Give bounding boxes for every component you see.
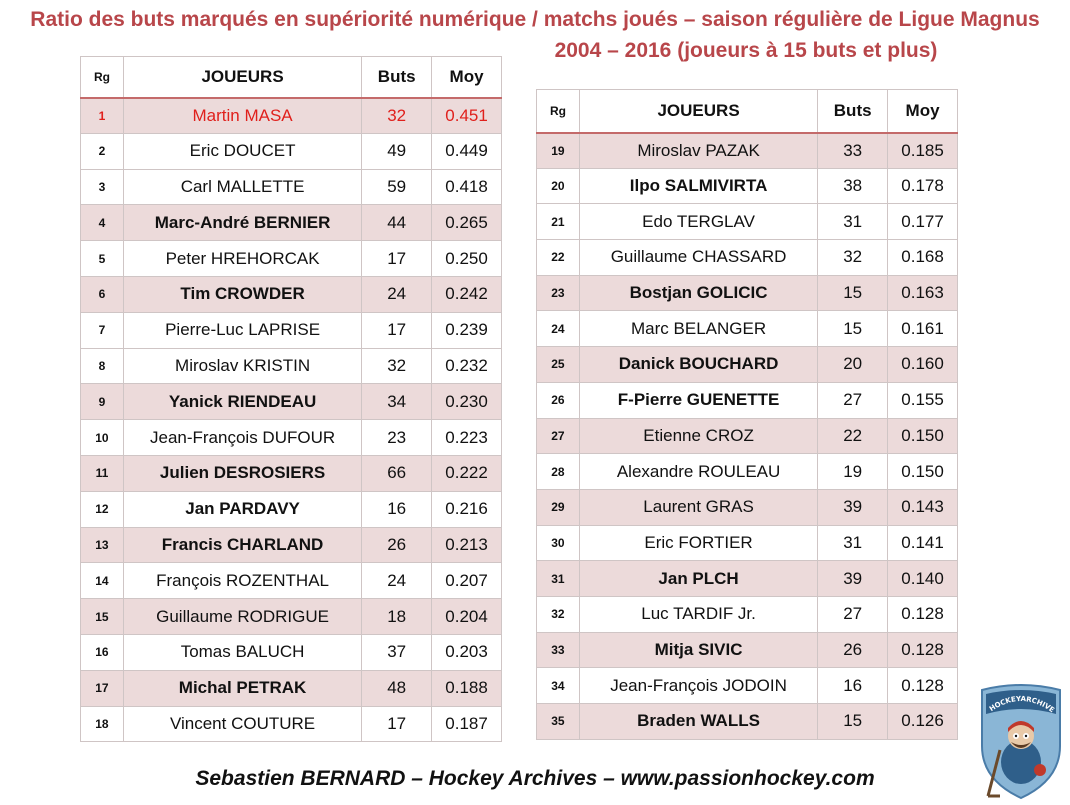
avg-cell: 0.178 bbox=[888, 168, 958, 204]
table-row bbox=[81, 384, 502, 420]
avg-cell: 0.143 bbox=[888, 489, 958, 525]
goals-cell: 48 bbox=[362, 670, 432, 706]
table-row bbox=[537, 275, 958, 311]
table-row bbox=[81, 706, 502, 742]
rank-cell: 3 bbox=[81, 169, 124, 205]
rank-cell: 11 bbox=[81, 455, 124, 491]
table-row bbox=[537, 632, 958, 668]
avg-cell: 0.203 bbox=[432, 634, 502, 670]
rank-cell: 8 bbox=[81, 348, 124, 384]
player-name: Marc BELANGER bbox=[579, 311, 817, 347]
table-header bbox=[81, 57, 502, 98]
table-row bbox=[81, 276, 502, 312]
goals-cell: 31 bbox=[818, 525, 888, 561]
avg-cell: 0.128 bbox=[888, 632, 958, 668]
avg-cell: 0.163 bbox=[888, 275, 958, 311]
rank-cell: 34 bbox=[537, 668, 580, 704]
player-name: Braden WALLS bbox=[579, 704, 817, 740]
goals-cell: 49 bbox=[362, 133, 432, 169]
goals-cell: 17 bbox=[362, 312, 432, 348]
rank-cell: 19 bbox=[537, 133, 580, 169]
player-name: Carl MALLETTE bbox=[123, 169, 361, 205]
player-name: Vincent COUTURE bbox=[123, 706, 361, 742]
table-row bbox=[81, 599, 502, 635]
player-name: Alexandre ROULEAU bbox=[579, 454, 817, 490]
rank-cell: 27 bbox=[537, 418, 580, 454]
table-row bbox=[537, 240, 958, 276]
rank-cell: 4 bbox=[81, 205, 124, 241]
rank-cell: 6 bbox=[81, 276, 124, 312]
table-row bbox=[537, 668, 958, 704]
rank-cell: 20 bbox=[537, 168, 580, 204]
player-name: Peter HREHORCAK bbox=[123, 241, 361, 277]
goals-cell: 39 bbox=[818, 561, 888, 597]
player-name: Eric DOUCET bbox=[123, 133, 361, 169]
goals-cell: 17 bbox=[362, 241, 432, 277]
rank-cell: 5 bbox=[81, 241, 124, 277]
hockey-archives-logo bbox=[978, 684, 1064, 800]
table-row bbox=[81, 420, 502, 456]
table-row bbox=[537, 204, 958, 240]
player-name: F-Pierre GUENETTE bbox=[579, 382, 817, 418]
player-name: François ROZENTHAL bbox=[123, 563, 361, 599]
avg-cell: 0.141 bbox=[888, 525, 958, 561]
avg-cell: 0.155 bbox=[888, 382, 958, 418]
table-row bbox=[537, 561, 958, 597]
player-name: Etienne CROZ bbox=[579, 418, 817, 454]
rank-cell: 23 bbox=[537, 275, 580, 311]
goals-cell: 27 bbox=[818, 596, 888, 632]
rank-cell: 2 bbox=[81, 133, 124, 169]
avg-cell: 0.216 bbox=[432, 491, 502, 527]
avg-cell: 0.418 bbox=[432, 169, 502, 205]
table-row bbox=[537, 596, 958, 632]
goals-cell: 32 bbox=[818, 240, 888, 276]
col-avg-header: Moy bbox=[888, 90, 958, 133]
table-row bbox=[537, 704, 958, 740]
col-player-header: JOUEURS bbox=[123, 57, 361, 98]
player-name: Julien DESROSIERS bbox=[123, 455, 361, 491]
table-row bbox=[81, 491, 502, 527]
player-name: Laurent GRAS bbox=[579, 489, 817, 525]
avg-cell: 0.451 bbox=[432, 98, 502, 134]
table-header bbox=[537, 90, 958, 133]
table-row bbox=[81, 133, 502, 169]
player-name: Miroslav PAZAK bbox=[579, 133, 817, 169]
table-row bbox=[81, 527, 502, 563]
player-name: Jean-François DUFOUR bbox=[123, 420, 361, 456]
avg-cell: 0.222 bbox=[432, 455, 502, 491]
player-name: Miroslav KRISTIN bbox=[123, 348, 361, 384]
player-name: Pierre-Luc LAPRISE bbox=[123, 312, 361, 348]
goals-cell: 26 bbox=[818, 632, 888, 668]
table-row bbox=[537, 418, 958, 454]
rank-cell: 24 bbox=[537, 311, 580, 347]
table-row bbox=[81, 205, 502, 241]
goals-cell: 16 bbox=[818, 668, 888, 704]
table-row bbox=[537, 489, 958, 525]
player-name: Martin MASA bbox=[123, 98, 361, 134]
rank-cell: 35 bbox=[537, 704, 580, 740]
rank-cell: 14 bbox=[81, 563, 124, 599]
avg-cell: 0.207 bbox=[432, 563, 502, 599]
table-row bbox=[537, 133, 958, 169]
rank-cell: 26 bbox=[537, 382, 580, 418]
table-row bbox=[537, 454, 958, 490]
goals-cell: 18 bbox=[362, 599, 432, 635]
player-name: Jan PARDAVY bbox=[123, 491, 361, 527]
avg-cell: 0.188 bbox=[432, 670, 502, 706]
col-rank-header: Rg bbox=[537, 90, 580, 133]
table-row bbox=[81, 98, 502, 134]
goals-cell: 32 bbox=[362, 98, 432, 134]
col-goals-header: Buts bbox=[818, 90, 888, 133]
rank-cell: 25 bbox=[537, 347, 580, 383]
player-name: Guillaume RODRIGUE bbox=[123, 599, 361, 635]
table-row bbox=[537, 525, 958, 561]
table-row bbox=[81, 634, 502, 670]
goals-cell: 24 bbox=[362, 563, 432, 599]
goals-cell: 37 bbox=[362, 634, 432, 670]
avg-cell: 0.265 bbox=[432, 205, 502, 241]
hockey-mascot-shield-icon bbox=[978, 684, 1064, 800]
avg-cell: 0.160 bbox=[888, 347, 958, 383]
avg-cell: 0.449 bbox=[432, 133, 502, 169]
player-name: Michal PETRAK bbox=[123, 670, 361, 706]
avg-cell: 0.128 bbox=[888, 668, 958, 704]
footer-credit: Sebastien BERNARD – Hockey Archives – www.passionhockey.com bbox=[195, 767, 875, 790]
rank-cell: 30 bbox=[537, 525, 580, 561]
rank-cell: 21 bbox=[537, 204, 580, 240]
rank-cell: 12 bbox=[81, 491, 124, 527]
player-name: Mitja SIVIC bbox=[579, 632, 817, 668]
avg-cell: 0.187 bbox=[432, 706, 502, 742]
player-name: Jan PLCH bbox=[579, 561, 817, 597]
player-name: Yanick RIENDEAU bbox=[123, 384, 361, 420]
ranking-table-right bbox=[536, 89, 958, 740]
goals-cell: 15 bbox=[818, 275, 888, 311]
avg-cell: 0.150 bbox=[888, 418, 958, 454]
avg-cell: 0.161 bbox=[888, 311, 958, 347]
player-name: Francis CHARLAND bbox=[123, 527, 361, 563]
avg-cell: 0.232 bbox=[432, 348, 502, 384]
table-row bbox=[81, 563, 502, 599]
goals-cell: 34 bbox=[362, 384, 432, 420]
rank-cell: 16 bbox=[81, 634, 124, 670]
goals-cell: 44 bbox=[362, 205, 432, 241]
rank-cell: 33 bbox=[537, 632, 580, 668]
avg-cell: 0.250 bbox=[432, 241, 502, 277]
logo-text: HOCKEYARCHIVE bbox=[987, 694, 1056, 715]
player-name: Tomas BALUCH bbox=[123, 634, 361, 670]
rank-cell: 7 bbox=[81, 312, 124, 348]
table-row bbox=[81, 348, 502, 384]
avg-cell: 0.213 bbox=[432, 527, 502, 563]
avg-cell: 0.128 bbox=[888, 596, 958, 632]
table-row bbox=[537, 311, 958, 347]
goals-cell: 20 bbox=[818, 347, 888, 383]
rank-cell: 13 bbox=[81, 527, 124, 563]
rank-cell: 32 bbox=[537, 596, 580, 632]
rank-cell: 17 bbox=[81, 670, 124, 706]
page-title: Ratio des buts marqués en supériorité numérique / matchs joués – saison régulière de Ligue Magnus bbox=[30, 8, 1040, 31]
goals-cell: 27 bbox=[818, 382, 888, 418]
player-name: Tim CROWDER bbox=[123, 276, 361, 312]
goals-cell: 38 bbox=[818, 168, 888, 204]
goals-cell: 19 bbox=[818, 454, 888, 490]
table-row bbox=[537, 168, 958, 204]
rank-cell: 10 bbox=[81, 420, 124, 456]
col-goals-header: Buts bbox=[362, 57, 432, 98]
table-row bbox=[81, 670, 502, 706]
player-name: Eric FORTIER bbox=[579, 525, 817, 561]
avg-cell: 0.177 bbox=[888, 204, 958, 240]
table-row bbox=[81, 312, 502, 348]
table-row bbox=[537, 382, 958, 418]
rank-cell: 31 bbox=[537, 561, 580, 597]
goals-cell: 15 bbox=[818, 704, 888, 740]
rank-cell: 1 bbox=[81, 98, 124, 134]
avg-cell: 0.204 bbox=[432, 599, 502, 635]
goals-cell: 15 bbox=[818, 311, 888, 347]
rank-cell: 22 bbox=[537, 240, 580, 276]
avg-cell: 0.230 bbox=[432, 384, 502, 420]
rank-cell: 29 bbox=[537, 489, 580, 525]
goals-cell: 17 bbox=[362, 706, 432, 742]
player-name: Guillaume CHASSARD bbox=[579, 240, 817, 276]
table-row bbox=[537, 347, 958, 383]
goals-cell: 31 bbox=[818, 204, 888, 240]
goals-cell: 39 bbox=[818, 489, 888, 525]
rank-cell: 15 bbox=[81, 599, 124, 635]
avg-cell: 0.126 bbox=[888, 704, 958, 740]
avg-cell: 0.242 bbox=[432, 276, 502, 312]
player-name: Jean-François JODOIN bbox=[579, 668, 817, 704]
player-name: Luc TARDIF Jr. bbox=[579, 596, 817, 632]
player-name: Bostjan GOLICIC bbox=[579, 275, 817, 311]
avg-cell: 0.150 bbox=[888, 454, 958, 490]
goals-cell: 26 bbox=[362, 527, 432, 563]
avg-cell: 0.168 bbox=[888, 240, 958, 276]
player-name: Marc-André BERNIER bbox=[123, 205, 361, 241]
table-row bbox=[81, 169, 502, 205]
ranking-table-left bbox=[80, 56, 502, 742]
col-avg-header: Moy bbox=[432, 57, 502, 98]
player-name: Ilpo SALMIVIRTA bbox=[579, 168, 817, 204]
goals-cell: 33 bbox=[818, 133, 888, 169]
goals-cell: 59 bbox=[362, 169, 432, 205]
avg-cell: 0.140 bbox=[888, 561, 958, 597]
player-name: Edo TERGLAV bbox=[579, 204, 817, 240]
goals-cell: 32 bbox=[362, 348, 432, 384]
rank-cell: 28 bbox=[537, 454, 580, 490]
avg-cell: 0.223 bbox=[432, 420, 502, 456]
col-player-header: JOUEURS bbox=[579, 90, 817, 133]
player-name: Danick BOUCHARD bbox=[579, 347, 817, 383]
goals-cell: 24 bbox=[362, 276, 432, 312]
rank-cell: 18 bbox=[81, 706, 124, 742]
table-row bbox=[81, 241, 502, 277]
rank-cell: 9 bbox=[81, 384, 124, 420]
col-rank-header: Rg bbox=[81, 57, 124, 98]
table-row bbox=[81, 455, 502, 491]
avg-cell: 0.185 bbox=[888, 133, 958, 169]
goals-cell: 23 bbox=[362, 420, 432, 456]
page-subtitle: 2004 – 2016 (joueurs à 15 buts et plus) bbox=[554, 39, 938, 62]
avg-cell: 0.239 bbox=[432, 312, 502, 348]
goals-cell: 22 bbox=[818, 418, 888, 454]
goals-cell: 66 bbox=[362, 455, 432, 491]
goals-cell: 16 bbox=[362, 491, 432, 527]
